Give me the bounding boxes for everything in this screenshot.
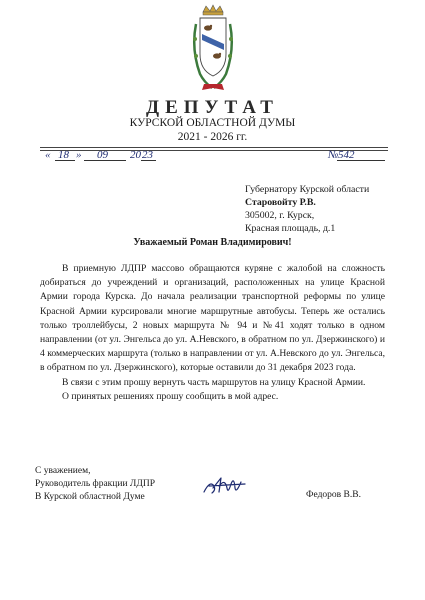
date-close-quote: » [76,149,82,161]
letterhead-subtitle: КУРСКОЙ ОБЛАСТНОЙ ДУМЫ [129,117,296,129]
date-year-underline [141,160,156,161]
date-month-underline [84,160,126,161]
addressee-address-city: 305002, г. Курск, [245,210,315,221]
signer-position: Руководитель фракции ЛДПР [35,479,155,489]
addressee-title: Губернатору Курской области [245,184,370,195]
letterhead-title: ДЕПУТАТ [146,97,279,118]
number-sign: № [328,149,339,161]
date-year-suffix: 23 [142,149,153,161]
date-open-quote: « [45,149,51,161]
salutation: Уважаемый Роман Владимирович! [133,237,292,248]
kursk-coat-of-arms-icon [190,4,236,96]
addressee-name: Старовойту Р.В. [245,197,316,208]
body-paragraph: В связи с этим прошу вернуть часть маршрутов на улицу Красной Армии. [62,376,366,388]
body-paragraph: В приемную ЛДПР массово обращаются куряне с жалобой на сложность добираться до учреждений и организаций, расположенных на улице Красной Армии города Курска. До начала реализации транспортной реформы по улице Красной Армии курсировали многие маршрутные автобусы. Теперь же остались только троллейбусы, 2 новых маршрута № 94 и №41 ходят только в одном направлении (от ул. Энгельса до ул. А.Невского, в обратном по ул. Дзержинского) и 4 коммерческих маршрута (только в направлении от ул. А.Невского до ул. Энгельса, в обратном по ул. Дзержинского), которые оставили до 31 декабря 2023 года. [40,263,385,374]
letterhead-divider [40,147,388,148]
date-month: 09 [97,149,108,161]
body-paragraph: О принятых решениях прошу сообщить в мой адрес. [62,390,279,402]
handwritten-signature-icon [201,472,249,498]
date-year-prefix: 20 [130,149,141,161]
outgoing-number: 542 [338,149,355,161]
letterhead-term: 2021 - 2026 гг. [177,131,248,143]
signer-organization: В Курской областной Думе [35,492,145,502]
letter-body [40,262,385,404]
date-day: 18 [58,149,69,161]
signer-name: Федоров В.В. [306,490,361,500]
number-underline [337,160,385,161]
date-day-underline [55,160,75,161]
closing: С уважением, [35,466,91,476]
addressee-address-street: Красная площадь, д.1 [245,223,336,234]
